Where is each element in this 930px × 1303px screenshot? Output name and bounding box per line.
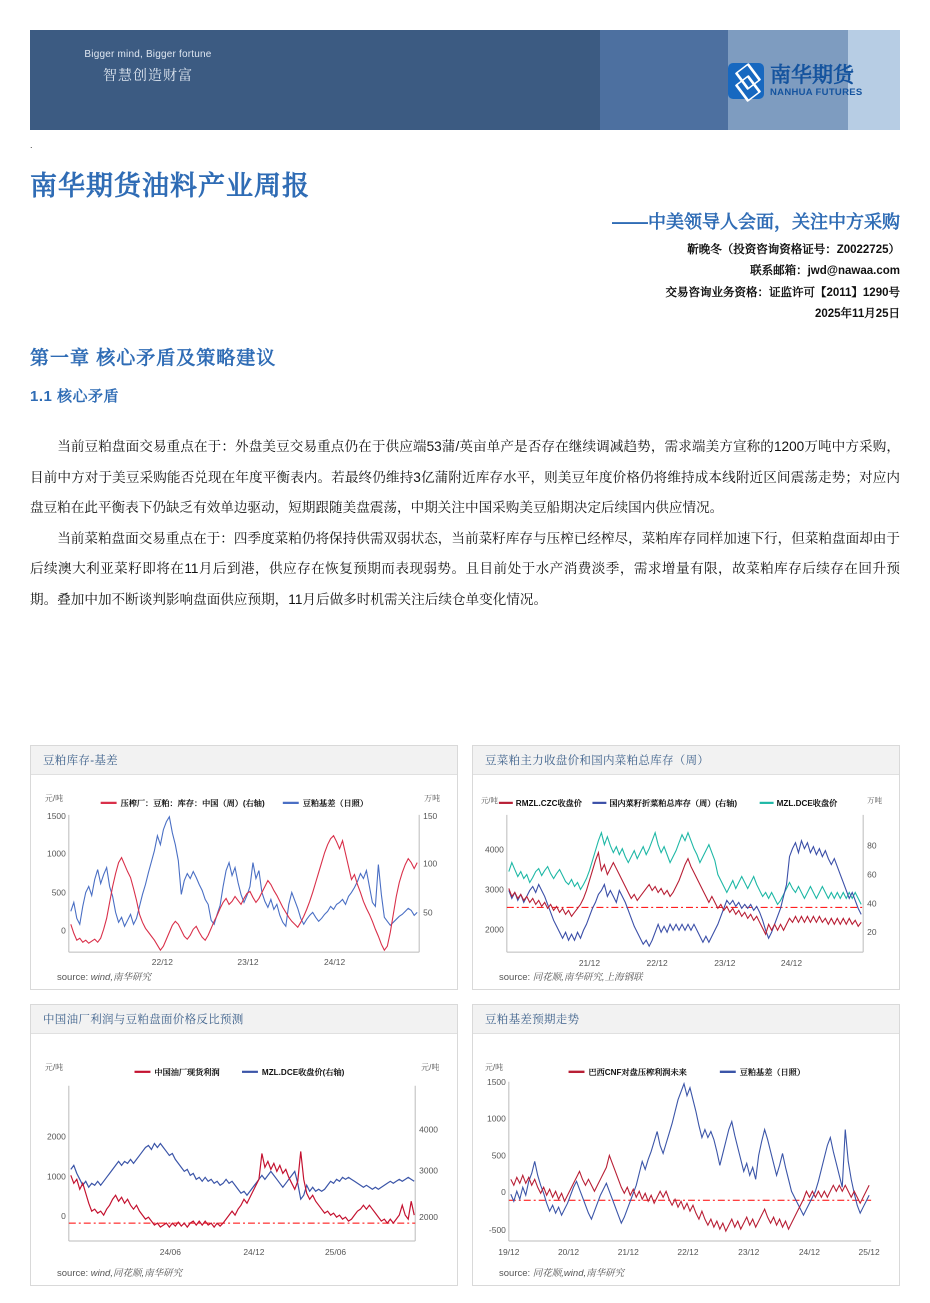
chart-card-rapeseed-meal-price-inventory <box>472 745 900 990</box>
chart-grid <box>30 745 900 1286</box>
meta-analyst: 靳晚冬（投资咨询资格证号：Z0022725） <box>687 244 900 256</box>
svg-text:1000: 1000 <box>487 1113 506 1124</box>
svg-text:23/12: 23/12 <box>237 957 259 968</box>
chart1-legend-2: 豆粕基差（日照） <box>302 798 368 808</box>
chart-title-4: 豆粕基差预期走势 <box>473 1005 899 1034</box>
svg-text:21/12: 21/12 <box>617 1246 639 1257</box>
svg-text:500: 500 <box>51 887 66 898</box>
document-subtitle: ——中美领导人会面，关注中方采购 <box>612 212 900 232</box>
chart2-yticks-left <box>485 845 504 935</box>
svg-text:1000: 1000 <box>47 1171 66 1182</box>
svg-text:500: 500 <box>491 1150 506 1161</box>
svg-text:3000: 3000 <box>485 884 504 895</box>
chart-svg-1 <box>31 775 457 991</box>
chart-body-1 <box>31 775 457 990</box>
chart2-xticks <box>579 958 803 968</box>
svg-text:150: 150 <box>423 810 438 821</box>
chart-svg-3 <box>31 1034 457 1287</box>
chart-source-4 <box>499 1265 624 1279</box>
chart4-source-label: source: <box>499 1268 531 1279</box>
svg-text:22/12: 22/12 <box>677 1246 699 1257</box>
chart1-source-value: wind,南华研究 <box>90 972 151 983</box>
svg-text:0: 0 <box>61 925 66 936</box>
document-meta <box>665 240 900 325</box>
svg-text:80: 80 <box>867 840 877 851</box>
svg-text:24/12: 24/12 <box>323 957 346 968</box>
svg-text:-500: -500 <box>488 1225 506 1236</box>
nanhua-logo-icon <box>728 63 764 99</box>
chart2-ylabel-left: 元/吨 <box>480 795 498 805</box>
chart3-legend <box>135 1067 345 1077</box>
svg-text:2000: 2000 <box>419 1212 438 1223</box>
chart-card-soybean-meal-inventory-basis <box>30 745 458 990</box>
chart1-ylabel-left: 元/吨 <box>44 793 64 803</box>
svg-text:24/12: 24/12 <box>798 1246 820 1257</box>
chart-body-3 <box>31 1034 457 1286</box>
svg-text:23/12: 23/12 <box>714 958 736 969</box>
paragraph-2: 当前菜粕盘面交易重点在于：四季度菜粕仍将保持供需双弱状态，当前菜籽库存与压榨已经榨尽，菜粕库存同样加速下行，但菜粕盘面却由于后续澳大利亚菜籽即将在11月后到港，供应存在恢复预期而表现弱势。且目前处于水产消费淡季，需求增量有限，故菜粕库存后续存在回升预期。叠加中加不断谈判影响盘面供应预期，11月后做多时机需关注后续仓单变化情况。 <box>30 530 900 607</box>
chart3-legend-2: MZL.DCE收盘价(右轴) <box>261 1067 345 1077</box>
chart4-yticks-left <box>487 1077 506 1235</box>
chart2-legend <box>499 798 838 808</box>
chart-card-crush-margin-vs-meal-price <box>30 1004 458 1286</box>
chart1-yticks-left <box>47 811 66 935</box>
svg-text:23/12: 23/12 <box>738 1246 760 1257</box>
chart1-source-label: source: <box>57 972 89 983</box>
svg-text:2000: 2000 <box>47 1131 66 1142</box>
meta-email: 联系邮箱：jwd@nawaa.com <box>750 265 900 278</box>
svg-text:20: 20 <box>867 927 877 938</box>
chart1-legend-1: 压榨厂：豆粕：库存：中国（周）(右轴) <box>120 798 265 808</box>
chart3-legend-1: 中国油厂现货利润 <box>154 1067 220 1077</box>
chart2-source-label: source: <box>499 972 531 983</box>
chart4-legend-2: 豆粕基差（日照） <box>739 1067 806 1077</box>
chart3-source-value: wind,同花顺,南华研究 <box>90 1268 183 1279</box>
document-title: 南华期货油料产业周报 <box>30 171 310 201</box>
chart1-legend <box>101 798 368 808</box>
svg-text:1500: 1500 <box>487 1076 506 1087</box>
chart3-source-label: source: <box>57 1268 89 1279</box>
svg-text:3000: 3000 <box>419 1165 438 1176</box>
svg-text:100: 100 <box>423 858 438 869</box>
chapter-heading: 第一章 核心矛盾及策略建议 <box>30 348 277 369</box>
svg-text:21/12: 21/12 <box>578 958 601 969</box>
chart2-ylabel-right: 万吨 <box>867 795 883 805</box>
svg-text:2000: 2000 <box>485 924 504 935</box>
chart-source-3 <box>57 1265 182 1279</box>
meta-license: 交易咨询业务资格：证监许可【2011】1290号 <box>665 286 900 299</box>
chart2-yticks-right <box>867 841 877 938</box>
logo-text-group <box>770 65 863 98</box>
chart4-ylabel-left: 元/吨 <box>484 1062 504 1072</box>
logo-name-en: NANHUA FUTURES <box>770 86 863 98</box>
chart4-xticks <box>498 1247 880 1257</box>
chart4-source-value: 同花顺,wind,南华研究 <box>532 1268 625 1279</box>
svg-text:4000: 4000 <box>485 844 504 855</box>
banner-band-secondary <box>600 30 728 130</box>
svg-text:50: 50 <box>423 907 433 918</box>
chart-source-2 <box>499 969 643 983</box>
company-logo <box>728 63 863 99</box>
chart3-ylabel-left: 元/吨 <box>44 1062 64 1072</box>
chart-source-1 <box>57 969 151 983</box>
chart-card-basis-expectation-trend <box>472 1004 900 1286</box>
chart1-yticks-right <box>423 811 437 918</box>
svg-text:4000: 4000 <box>419 1124 438 1135</box>
chart-svg-2 <box>473 775 899 991</box>
chart1-ylabel-right: 万吨 <box>424 793 441 803</box>
stray-marker: . <box>30 140 33 150</box>
chart2-legend-2: 国内菜籽折菜粕总库存（周）(右轴) <box>609 798 738 808</box>
chart-svg-4 <box>473 1034 899 1287</box>
svg-text:1000: 1000 <box>47 848 66 859</box>
chart2-legend-3: MZL.DCE收盘价 <box>776 798 838 808</box>
chart2-source-value: 同花顺,南华研究,上海钢联 <box>532 972 643 983</box>
meta-date: 2025年11月25日 <box>814 307 900 320</box>
chart-title-1: 豆粕库存-基差 <box>31 746 457 775</box>
chart-title-3: 中国油厂利润与豆粕盘面价格反比预测 <box>31 1005 457 1034</box>
svg-text:25/06: 25/06 <box>324 1246 347 1257</box>
svg-text:24/06: 24/06 <box>159 1246 181 1257</box>
chart4-legend-1: 巴西CNF对盘压榨利润未来 <box>588 1067 687 1077</box>
paragraph-1: 当前豆粕盘面交易重点在于：外盘美豆交易重点仍在于供应端53蒲/英亩单产是否存在继续调减趋势，需求端美方宣称的1200万吨中方采购，目前中方对于美豆采购能否兑现在年度平衡表内。若最终仍维持3亿蒲附近库存水平，则美豆年度价格仍将维持成本线附近区间震荡走势；对应内盘豆粕在此平衡表下仍缺乏有效单边驱动，短期跟随美盘震荡，中期关注中国采购美豆船期决定后续国内供应情况。 <box>30 439 900 516</box>
svg-text:1500: 1500 <box>47 810 66 821</box>
company-slogan <box>48 48 248 85</box>
slogan-english: Bigger mind, Bigger fortune <box>84 49 212 60</box>
svg-text:60: 60 <box>867 869 877 880</box>
chart3-xticks <box>160 1247 347 1257</box>
svg-text:22/12: 22/12 <box>151 957 173 968</box>
logo-name-cn: 南华期货 <box>770 63 854 87</box>
svg-text:0: 0 <box>501 1187 506 1198</box>
svg-text:0: 0 <box>61 1211 66 1222</box>
chart3-yticks-right <box>419 1125 438 1223</box>
chart1-xticks <box>152 957 346 967</box>
chart4-legend <box>569 1067 805 1077</box>
svg-text:40: 40 <box>867 898 877 909</box>
chart-body-4 <box>473 1034 899 1286</box>
chart2-legend-1: RMZL.CZC收盘价 <box>515 798 582 808</box>
chart-title-2: 豆菜粕主力收盘价和国内菜粕总库存（周） <box>473 746 899 775</box>
svg-text:22/12: 22/12 <box>646 958 668 969</box>
subsection-heading: 1.1 核心矛盾 <box>30 388 120 405</box>
chart3-ylabel-right: 元/吨 <box>421 1062 440 1072</box>
svg-text:24/12: 24/12 <box>243 1246 265 1257</box>
svg-text:19/12: 19/12 <box>498 1246 520 1257</box>
svg-text:24/12: 24/12 <box>780 958 803 969</box>
svg-text:25/12: 25/12 <box>858 1246 880 1257</box>
chart3-yticks-left <box>47 1132 66 1222</box>
body-content <box>30 432 900 615</box>
svg-text:20/12: 20/12 <box>557 1246 580 1257</box>
chart-body-2 <box>473 775 899 990</box>
slogan-chinese: 智慧创造财富 <box>103 66 193 83</box>
